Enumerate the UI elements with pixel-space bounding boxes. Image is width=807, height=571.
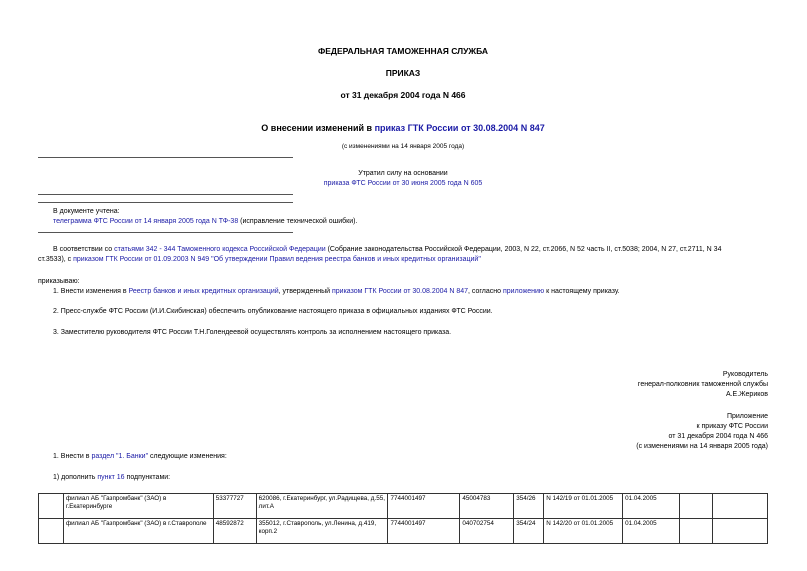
appendix-header-1: Приложение <box>726 413 768 420</box>
table-cell <box>713 519 768 544</box>
appendix-step-2 <box>53 474 170 483</box>
table-cell <box>39 519 64 544</box>
appendix-text: 1) дополнить <box>53 474 98 481</box>
orders-word: приказываю: <box>38 278 80 285</box>
preamble-line-2 <box>38 256 481 265</box>
table-cell: 7744001497 <box>388 519 460 544</box>
lost-force-link-line <box>38 180 768 189</box>
preamble-text: В соответствии со <box>53 246 115 253</box>
document-title <box>38 123 768 134</box>
table-row <box>39 494 768 519</box>
preamble-text: (Собрание законодательства Российской Федерации, 2003, N 22, ст.2066, N 52 часть II, ст.5038; 2004, N 27, ст.2711, N 34 <box>325 246 722 253</box>
table-cell <box>680 519 713 544</box>
registry-link[interactable]: Реестр банков и иных кредитных организаций <box>128 288 279 295</box>
table-cell <box>713 494 768 519</box>
table-row <box>39 519 768 544</box>
doc-type-heading: ПРИКАЗ <box>385 68 421 78</box>
separator-line <box>38 232 293 233</box>
item-2: 2. Пресс-службе ФТС России (И.И.Скибинская) обеспечить опубликование настоящего приказа в официальных изданиях ФТС России. <box>53 308 493 315</box>
table-cell: 48592872 <box>213 519 256 544</box>
title-prefix: О внесении изменений в <box>261 123 375 133</box>
table-cell: 620086, г.Екатеринбург, ул.Радищева, д.55, лит.А <box>256 494 388 519</box>
table-cell: N 142/20 от 01.01.2005 <box>544 519 623 544</box>
table-cell <box>39 494 64 519</box>
appendix-text: подпунктами: <box>124 474 171 481</box>
table-cell: N 142/19 от 01.01.2005 <box>544 494 623 519</box>
document-page <box>38 0 768 571</box>
customs-code-link[interactable]: статьями 342 - 344 Таможенного кодекса Российской Федерации <box>114 246 326 253</box>
appendix-text: следующие изменения: <box>148 453 227 460</box>
item-text: , утвержденный <box>278 288 332 295</box>
preamble-line-1 <box>53 246 765 255</box>
doc-date-heading: от 31 декабря 2004 года N 466 <box>340 90 466 100</box>
item-text: , согласно <box>468 288 503 295</box>
lost-force-link[interactable]: приказа ФТС России от 30 июня 2005 года N 605 <box>323 180 483 187</box>
appendix-link[interactable]: приложению <box>503 288 545 295</box>
changes-note: (с изменениями на 14 января 2005 года) <box>341 143 465 150</box>
considered-suffix: (исправление технической ошибки). <box>238 218 358 225</box>
appendix-header-2: к приказу ФТС России <box>696 423 768 430</box>
table-cell: 45004783 <box>460 494 514 519</box>
separator-line <box>38 157 293 158</box>
considered-label: В документе учтена: <box>53 208 120 215</box>
item-text: к настоящему приказу. <box>544 288 620 295</box>
separator-line <box>38 202 293 203</box>
table-cell: 01.04.2005 <box>623 519 680 544</box>
appendix-header-4: (с изменениями на 14 января 2005 года) <box>636 443 768 450</box>
lost-force-text: Утратил силу на основании <box>358 170 448 177</box>
table-cell: 354/24 <box>514 519 544 544</box>
section-banks-link[interactable]: раздел "1. Банки" <box>91 453 149 460</box>
item-3: 3. Заместителю руководителя ФТС России Т.Н.Голендеевой осуществлять контроль за исполнением настоящего приказа. <box>53 329 452 336</box>
title-order-link[interactable]: приказ ГТК России от 30.08.2004 N 847 <box>374 123 545 133</box>
agency-heading: ФЕДЕРАЛЬНАЯ ТАМОЖЕННАЯ СЛУЖБА <box>317 46 489 56</box>
appendix-step-1 <box>53 453 227 462</box>
table-cell: 53377727 <box>213 494 256 519</box>
signature-role: Руководитель <box>722 371 768 378</box>
order-847-link[interactable]: приказом ГТК России от 30.08.2004 N 847 <box>331 288 469 295</box>
item-1 <box>53 288 620 297</box>
table-cell: филиал АБ "Газпромбанк" (ЗАО) в г.Екатеринбурге <box>63 494 213 519</box>
order-949-link[interactable]: приказом ГТК России от 01.09.2003 N 949 "Об утверждении Правил ведения реестра банков и иных кредитных организаций" <box>73 256 481 263</box>
preamble-text: ст.3533), с <box>38 256 74 263</box>
item-text: 1. Внести изменения в <box>53 288 129 295</box>
table-cell: 354/26 <box>514 494 544 519</box>
appendix-table <box>38 493 768 544</box>
table-cell <box>680 494 713 519</box>
table-cell: 01.04.2005 <box>623 494 680 519</box>
table-cell: филиал АБ "Газпромбанк" (ЗАО) в г.Ставрополе <box>63 519 213 544</box>
table-cell: 355012, г.Ставрополь, ул.Ленина, д.419, корп.2 <box>256 519 388 544</box>
appendix-text: 1. Внести в <box>53 453 92 460</box>
item-16-link[interactable]: пункт 16 <box>97 474 125 481</box>
separator-line <box>38 194 293 195</box>
appendix-header-3: от 31 декабря 2004 года N 466 <box>668 433 768 440</box>
table-cell: 040702754 <box>460 519 514 544</box>
considered-line <box>53 218 357 227</box>
considered-telegram-link[interactable]: телеграмма ФТС России от 14 января 2005 года N ТФ-38 <box>53 218 239 225</box>
signature-name: А.Е.Жериков <box>725 391 768 398</box>
signature-rank: генерал-полковник таможенной службы <box>637 381 768 388</box>
table-cell: 7744001497 <box>388 494 460 519</box>
